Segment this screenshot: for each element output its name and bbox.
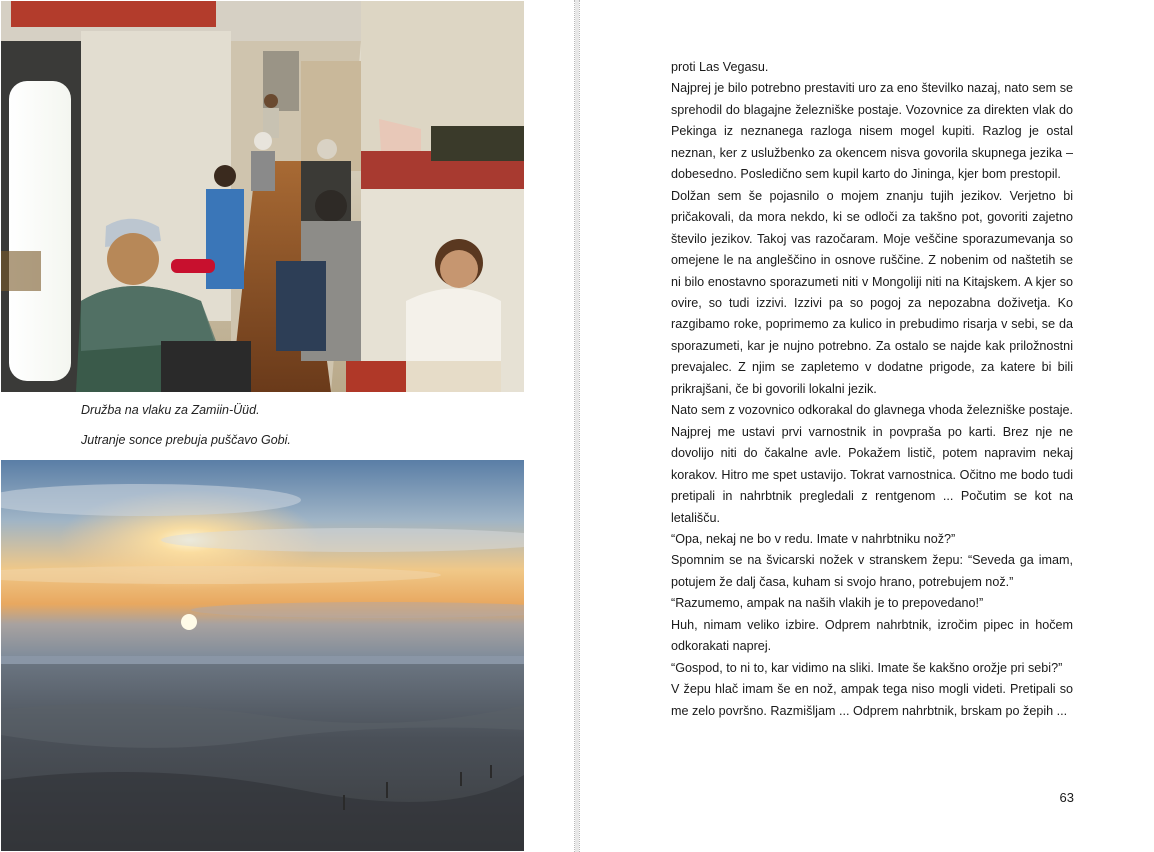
- train-photo-caption: Družba na vlaku za Zamiin-Üüd.: [81, 403, 260, 417]
- gobi-sunrise-photo: [1, 460, 524, 851]
- paragraph: “Gospod, to ni to, kar vidimo na sliki. Imate še kakšno orožje pri sebi?”: [671, 660, 1063, 675]
- paragraph: “Razumemo, ampak na naših vlakih je to prepovedano!”: [671, 596, 984, 611]
- paragraph: Najprej je bilo potrebno prestaviti uro za eno številko nazaj, nato sem se sprehodil do blagajne železniške postaje. Vozovnice za direkten vlak do Pekinga iz neznanega razloga nisem mogel kupiti. Razlog je ostal neznan, ker z uslužbenko za okencem nisva govorila skupnega jezika – dobesedno. Posledično sem kupil karto do Jininga, kjer bom prestopil.: [671, 81, 1073, 182]
- page-number: 63: [1059, 790, 1074, 805]
- paragraph: V žepu hlač imam še en nož, ampak tega niso mogli videti. Pretipali so me zelo površno. Razmišljam ... Odprem nahrbtnik, brskam po žepih ...: [671, 682, 1073, 718]
- paragraph: Huh, nimam veliko izbire. Odprem nahrbtnik, izročim pipec in hočem odkorakati naprej.: [671, 617, 1073, 654]
- paragraph: “Opa, nekaj ne bo v redu. Imate v nahrbtniku nož?”: [671, 531, 956, 546]
- gobi-sunrise-illustration: [1, 460, 524, 851]
- paragraph: Spomnim se na švicarski nožek v stranskem žepu: “Seveda ga imam, potujem že dalj časa, kuham si svojo hrano, potrebujem nož.”: [671, 553, 1073, 589]
- body-text: [671, 57, 1073, 722]
- sunset-photo-caption: Jutranje sonce prebuja puščavo Gobi.: [81, 433, 291, 447]
- paragraph: Dolžan sem še pojasnilo o mojem znanju tujih jezikov. Verjetno bi pričakovali, da mora nekdo, ki se odloči za takšno pot, govoriti zajetno število jezikov. Takoj vas razočaram. Moje veščine sporazumevanja so omejene le na angleščino in osnove ruščine. Z nobenim od naštetih se ni bilo enostavno sporazumeti niti v Mongoliji niti na Kitajskem. A kjer so ovire, so tudi izzivi. Izzivi pa so pogoj za nepozabna doživetja. Ko razgibamo roke, poprimemo za kulico in prebudimo risarja v sebi, se da sporazumeti, kar je nujno potrebno. Za ostalo se najde kak priložnostni prevajalec. Z njim se zapletemo v dodatne prigode, za katere bi bili prikrajšani, če bi govorili lokalni jezik.: [671, 188, 1073, 396]
- paragraph: Nato sem z vozovnico odkorakal do glavnega vhoda železniške postaje. Najprej me ustavi prvi varnostnik in povpraša po karti. Brez nje ne dovolijo niti do čakalne avle. Pokažem listič, potem napravim nekaj korakov. Hitro me spet ustavijo. Tokrat varnostnica. Očitno me bodo tudi pretipali in nahrbtnik pregledali z rentgenom ... Počutim se kot na letališču.: [671, 403, 1073, 525]
- train-corridor-photo: [1, 1, 524, 392]
- train-corridor-illustration: [1, 1, 524, 392]
- paragraph: proti Las Vegasu.: [671, 60, 769, 74]
